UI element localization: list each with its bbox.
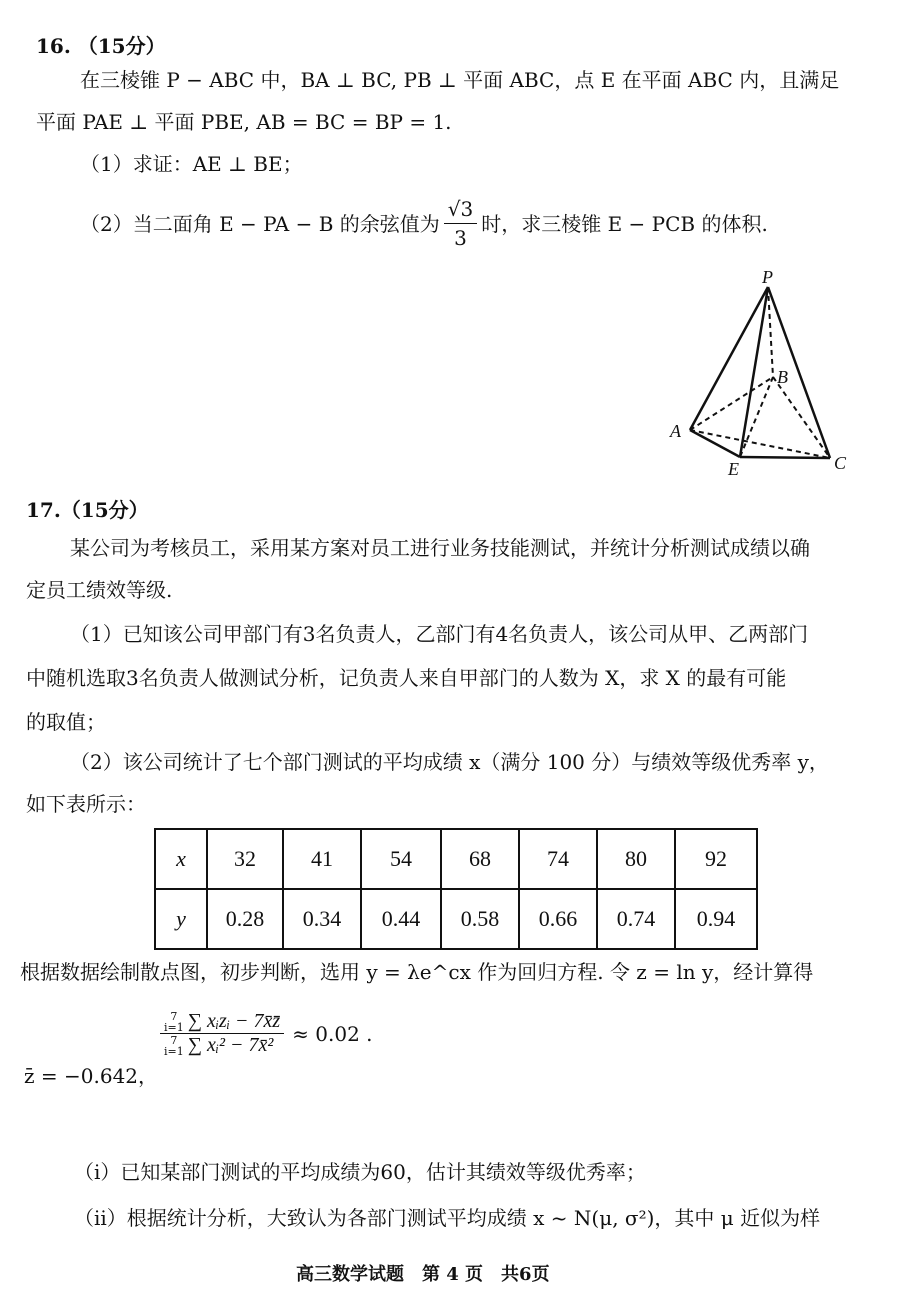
q17-part1-line1: （1）已知该公司甲部门有3名负责人，乙部门有4名负责人，该公司从甲、乙两部门 — [70, 622, 809, 646]
table-cell: 0.66 — [519, 889, 597, 949]
q17-intro-line1: 某公司为考核员工，采用某方案对员工进行业务技能测试，并统计分析测试成绩以确 — [70, 536, 810, 560]
q17-after-table: 根据数据绘制散点图，初步判断，选用 y = λe^cx 作为回归方程. 令 z = ln y，经计算得 — [20, 960, 814, 984]
edge-AB-hidden — [690, 377, 773, 430]
q17-part1-line3: 的取值； — [26, 710, 106, 734]
table-cell: 41 — [283, 829, 361, 889]
q16-stem-line2: 平面 PAE ⊥ 平面 PBE, AB = BC = BP = 1. — [36, 110, 452, 134]
table-cell: 92 — [675, 829, 757, 889]
row-label-x: x — [155, 829, 207, 889]
edge-AC-hidden — [690, 430, 830, 458]
q16-part1: （1）求证：AE ⊥ BE； — [80, 152, 303, 176]
table-cell: 32 — [207, 829, 283, 889]
label-C: C — [834, 453, 847, 473]
pyramid-figure — [660, 265, 860, 485]
table-cell: 54 — [361, 829, 441, 889]
table-row-x — [155, 829, 757, 889]
q17-part2-line2: 如下表所示： — [26, 792, 146, 816]
table-cell: 0.94 — [675, 889, 757, 949]
q17-zbar: z̄ = −0.642， — [24, 1064, 159, 1088]
q17-part1-line2: 中随机选取3名负责人做测试分析，记负责人来自甲部门的人数为 X，求 X 的最有可能 — [26, 666, 787, 690]
table-cell: 74 — [519, 829, 597, 889]
table-cell: 0.44 — [361, 889, 441, 949]
sum-upper-limit: 7 — [170, 1033, 178, 1047]
data-table — [154, 828, 758, 950]
label-A: A — [670, 421, 681, 441]
sum-upper-limit: 7 — [170, 1009, 178, 1023]
edge-EC — [740, 457, 830, 458]
table-cell: 0.28 — [207, 889, 283, 949]
edge-AE — [690, 430, 740, 457]
ratio-denominator — [160, 1034, 284, 1057]
sum-lower-limit: i=1 — [164, 1044, 184, 1058]
table-cell: 68 — [441, 829, 519, 889]
ratio-fraction — [160, 1010, 284, 1057]
q17-sub-ii: （ii）根据统计分析，大致认为各部门测试平均成绩 x ~ N(μ, σ²)，其中 μ 近似为样 — [74, 1206, 821, 1230]
table-row-y — [155, 889, 757, 949]
edge-BC-hidden — [773, 377, 830, 458]
table-cell: 0.58 — [441, 889, 519, 949]
ratio-numerator-text: ∑ xᵢzᵢ − 7x̄z̄ — [187, 1010, 281, 1032]
q16-stem-line1: 在三棱锥 P − ABC 中，BA ⊥ BC, PB ⊥ 平面 ABC，点 E 在平面 ABC 内，且满足 — [80, 68, 840, 92]
edge-BE-hidden — [740, 377, 773, 457]
q17-sub-i: （i）已知某部门测试的平均成绩为60，估计其绩效等级优秀率； — [74, 1160, 646, 1184]
q16-part2-fraction — [444, 195, 477, 252]
table-cell: 0.34 — [283, 889, 361, 949]
label-E: E — [728, 459, 739, 479]
label-B: B — [777, 367, 788, 387]
page-footer: 高三数学试题 第 4 页 共6页 — [296, 1264, 550, 1285]
ratio-numerator — [160, 1010, 284, 1034]
fraction-denominator: 3 — [454, 226, 467, 250]
q16-part2-suffix: 时，求三棱锥 E − PCB 的体积. — [481, 211, 768, 236]
row-label-y: y — [155, 889, 207, 949]
ratio-value: ≈ 0.02 . — [292, 1021, 373, 1046]
label-P: P — [762, 267, 773, 287]
q17-part2-line1: （2）该公司统计了七个部门测试的平均成绩 x（满分 100 分）与绩效等级优秀率 y， — [70, 750, 829, 774]
ratio-denominator-text: ∑ xᵢ² − 7x̄² — [187, 1034, 274, 1056]
q16-part2 — [80, 195, 768, 252]
q16-heading: 16. （15分） — [36, 34, 166, 58]
fraction-numerator: √3 — [444, 195, 477, 224]
q17-heading: 17.（15分） — [26, 498, 149, 522]
table-cell: 80 — [597, 829, 675, 889]
q16-part2-prefix: （2）当二面角 E − PA − B 的余弦值为 — [80, 211, 440, 236]
sum-lower-limit: i=1 — [164, 1020, 184, 1034]
q17-ratio — [160, 1010, 373, 1057]
q17-intro-line2: 定员工绩效等级. — [26, 578, 173, 602]
table-cell: 0.74 — [597, 889, 675, 949]
